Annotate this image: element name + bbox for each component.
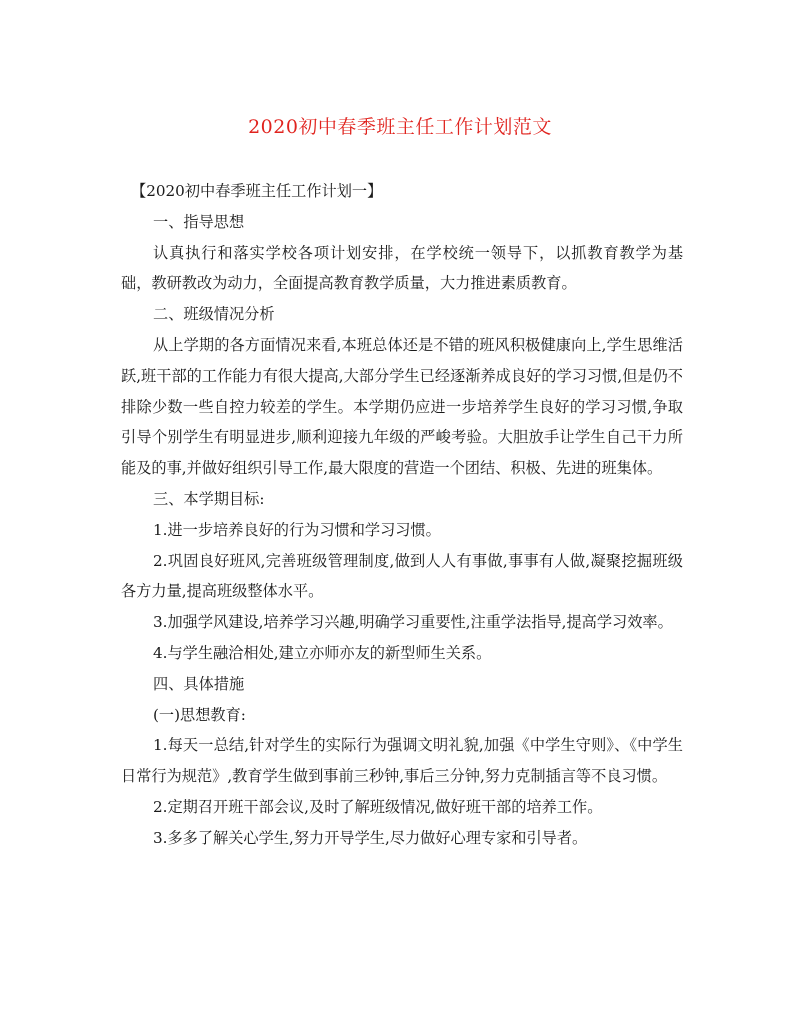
subsection-heading-ideological-education: (一)思想教育: [153,705,246,724]
paragraph-class-analysis: 从上学期的各方面情况来看,本班总体还是不错的班风积极健康向上,学生思维活跃,班干部的工作能力有很大提高,大部分学生已经逐渐养成良好的学习习惯,但是仍不排除少数一些自控力较差的学生。本学期仍应进一步培养学生良好的学习习惯,争取引导个别学生有明显进步,顺利迎接九年级的严峻考验。大胆放手让学生自己干力所能及的事,并做好组织引导工作,最大限度的营造一个团结、积极、先进的班集体。 [121,335,683,478]
section-heading-plan-one: 【2020初中春季班主任工作计划一】 [131,182,383,200]
section-heading-goals: 三、本学期目标: [153,489,265,508]
section-heading-measures: 四、具体措施 [153,674,245,693]
goal-item-2: 2.巩固良好班风,完善班级管理制度,做到人人有事做,事事有人做,凝聚挖掘班级各方力量,提高班级整体水平。 [121,551,683,601]
paragraph-guiding-thought: 认真执行和落实学校各项计划安排，在学校统一领导下，以抓教育教学为基础，教研教改为动力，全面提高教育教学质量，大力推进素质教育。 [121,243,683,293]
goal-item-1: 1.进一步培养良好的行为习惯和学习习惯。 [153,520,441,539]
measure-item-1: 1.每天一总结,针对学生的实际行为强调文明礼貌,加强《中学生守则》、《中学生日常行为规范》,教育学生做到事前三秒钟,事后三分钟,努力克制插言等不良习惯。 [121,736,683,786]
measure-item-3: 3.多多了解关心学生,努力开导学生,尽力做好心理专家和引导者。 [153,828,588,847]
section-heading-class-analysis: 二、班级情况分析 [153,305,275,324]
measure-item-2: 2.定期召开班干部会议,及时了解班级情况,做好班干部的培养工作。 [153,797,603,816]
section-heading-guiding-thought: 一、指导思想 [153,212,245,231]
goal-item-4: 4.与学生融洽相处,建立亦师亦友的新型师生关系。 [153,643,492,662]
document-body [121,176,683,854]
goal-item-3: 3.加强学风建设,培养学习兴趣,明确学习重要性,注重学法指导,提高学习效率。 [153,613,673,632]
document-title: 2020初中春季班主任工作计划范文 [248,116,552,138]
